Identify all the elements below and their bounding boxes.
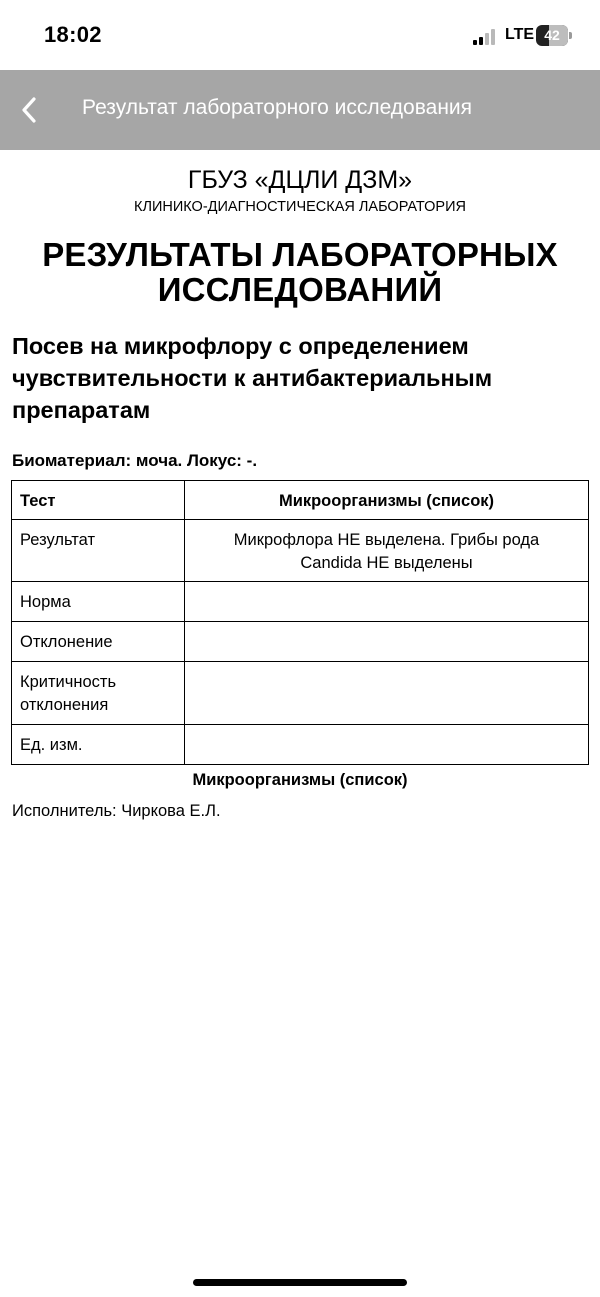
document-title-line2: ИССЛЕДОВАНИЙ xyxy=(157,271,443,308)
table-row xyxy=(12,725,589,765)
table-row xyxy=(12,520,589,582)
table-header-row xyxy=(12,481,589,520)
results-table xyxy=(11,480,589,765)
row-label-result: Результат xyxy=(12,520,185,582)
row-value-norm xyxy=(185,582,589,622)
table-row xyxy=(12,622,589,662)
nav-bar xyxy=(0,70,600,150)
network-type: LTE xyxy=(505,26,535,43)
biomaterial: Биоматериал: моча. Локус: -. xyxy=(12,451,258,470)
row-value-criticality xyxy=(185,662,589,725)
row-value-result-line1: Микрофлора НЕ выделена. Грибы рода xyxy=(233,531,540,549)
row-label-criticality-line2: отклонения xyxy=(20,696,109,714)
battery-level: 42 xyxy=(544,27,560,43)
document-title-line1: РЕЗУЛЬТАТЫ ЛАБОРАТОРНЫХ xyxy=(42,236,558,273)
signal-icon xyxy=(473,29,499,45)
table-row xyxy=(12,662,589,725)
org-subtitle: КЛИНИКО-ДИАГНОСТИЧЕСКАЯ ЛАБОРАТОРИЯ xyxy=(134,199,466,215)
test-name-line1: Посев на микрофлору с определением xyxy=(12,333,469,359)
chevron-left-icon[interactable] xyxy=(18,95,44,125)
status-time: 18:02 xyxy=(44,22,102,47)
row-value-result-line2: Candida НЕ выделены xyxy=(300,554,473,572)
row-label-norm: Норма xyxy=(12,582,185,622)
footer-note: Микроорганизмы (список) xyxy=(192,771,408,789)
executor: Исполнитель: Чиркова Е.Л. xyxy=(12,802,221,820)
row-label-criticality-line1: Критичность xyxy=(20,673,117,691)
table-row xyxy=(12,582,589,622)
test-name-line2: чувствительности к антибактериальным xyxy=(12,365,493,391)
row-value-units xyxy=(185,725,589,765)
row-label-deviation: Отклонение xyxy=(12,622,185,662)
battery-icon xyxy=(536,25,572,46)
row-value-result xyxy=(185,520,589,582)
page-title: Результат лабораторного исследования xyxy=(82,96,473,119)
header-test: Тест xyxy=(12,481,185,520)
test-name xyxy=(12,330,592,426)
row-label-criticality xyxy=(12,662,185,725)
header-microorganisms: Микроорганизмы (список) xyxy=(185,481,589,520)
test-name-line3: препаратам xyxy=(12,397,151,423)
home-indicator[interactable] xyxy=(193,1279,407,1286)
row-label-units: Ед. изм. xyxy=(12,725,185,765)
status-bar xyxy=(0,0,600,70)
document-title xyxy=(0,237,600,307)
org-name: ГБУЗ «ДЦЛИ ДЗМ» xyxy=(187,166,413,194)
row-value-deviation xyxy=(185,622,589,662)
